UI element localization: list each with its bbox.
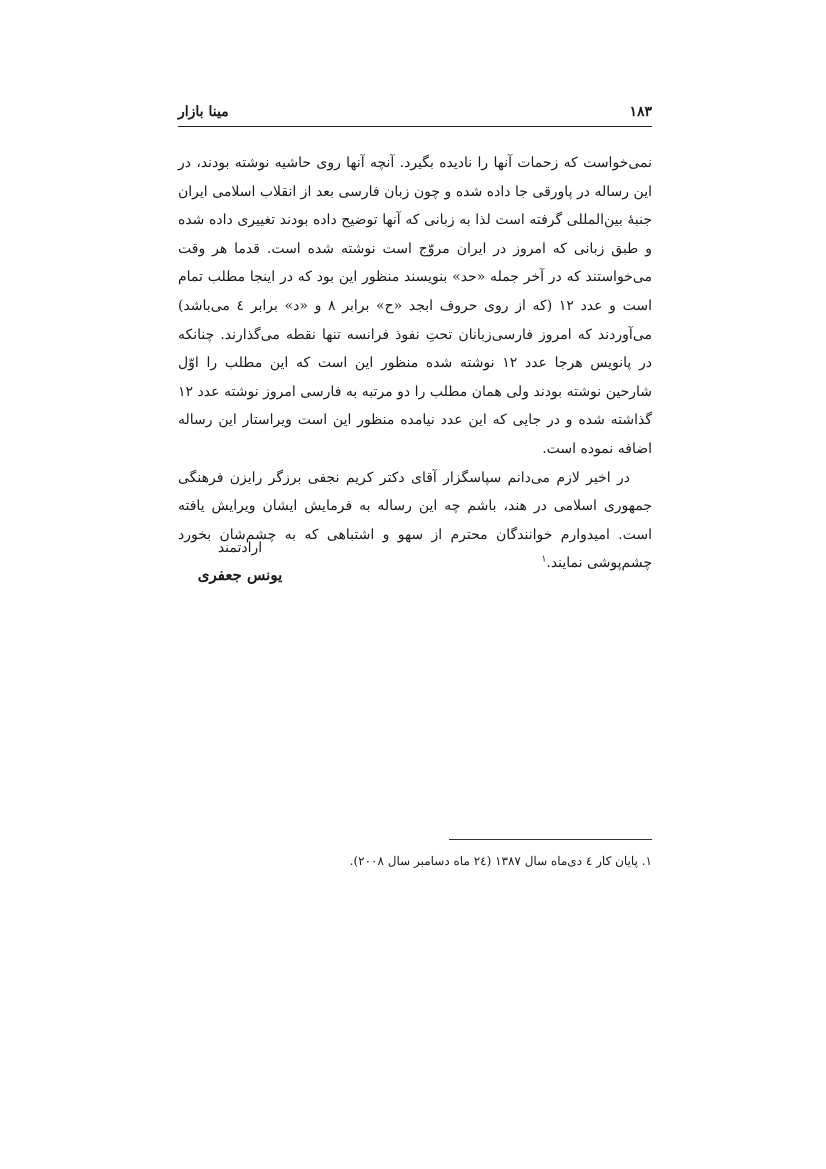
footnote-marker: ۱	[541, 554, 547, 565]
signature-block	[150, 540, 330, 584]
signature-author: یونس جعفری	[197, 566, 283, 584]
body-text	[178, 149, 652, 578]
body-paragraph-1	[178, 149, 652, 464]
signature-closing: ارادتمند	[217, 540, 263, 556]
footnote: ۱. پایان کار ٤ دی‌ماه سال ۱۳۸۷ (۲٤ ماه دسامبر سال ۲۰۰۸).	[349, 854, 652, 868]
page-number: ۱۸۳	[629, 104, 652, 120]
page-header	[178, 98, 652, 127]
body-paragraph-2-text: در اخیر لازم می‌دانم سپاسگزار آقای دکتر کریم نجفی برزگر رایزن فرهنگی جمهوری اسلامی در هند، باشم چه این رساله به فرمایش ایشان ویرایش یافته است. امیدوارم خوانندگان محترم از سهو و اشتباهی که به چشم‌شان بخورد چشم‌پوشی نمایند.	[178, 469, 652, 572]
running-title: مینا بازار	[178, 104, 229, 120]
body-paragraph-1-text: نمی‌خواست که زحمات آنها را نادیده بگیرد. آنچه آنها روی حاشیه نوشته بودند، در این رساله در پاورقی جا داده شده و چون زبان فارسی بعد از انقلاب اسلامی ایران جنبهٔ بین‌المللی گرفته است لذا به زبانی که آنها توضیح داده بودند تغییری داده شده و طبق زبانی که امروز در ایران مروّج است نوشته شده است. قدما هر وقت می‌خواستند که در آخر جمله «حد» بنویسند منظور این بود که در اینجا مطلب تمام است و عدد ۱۲ (که از روی حروف ابجد «ح» برابر ۸ و «د» برابر ٤ می‌باشد) می‌آوردند که امروز فارسی‌زبانان تحتِ نفوذ فرانسه تنها نقطه می‌گذارند. چنانکه در پانویس هرجا عدد ۱۲ نوشته شده منظور این است که این مطلب را اوّل شارحین نوشته بودند ولی همان مطلب را دو مرتبه به فارسی امروز نوشته عدد ۱۲ گذاشته شده و در جایی که این عدد نیامده منظور این است ویراستار این رساله اضافه نموده است.	[178, 155, 652, 457]
footnote-divider	[449, 839, 652, 840]
